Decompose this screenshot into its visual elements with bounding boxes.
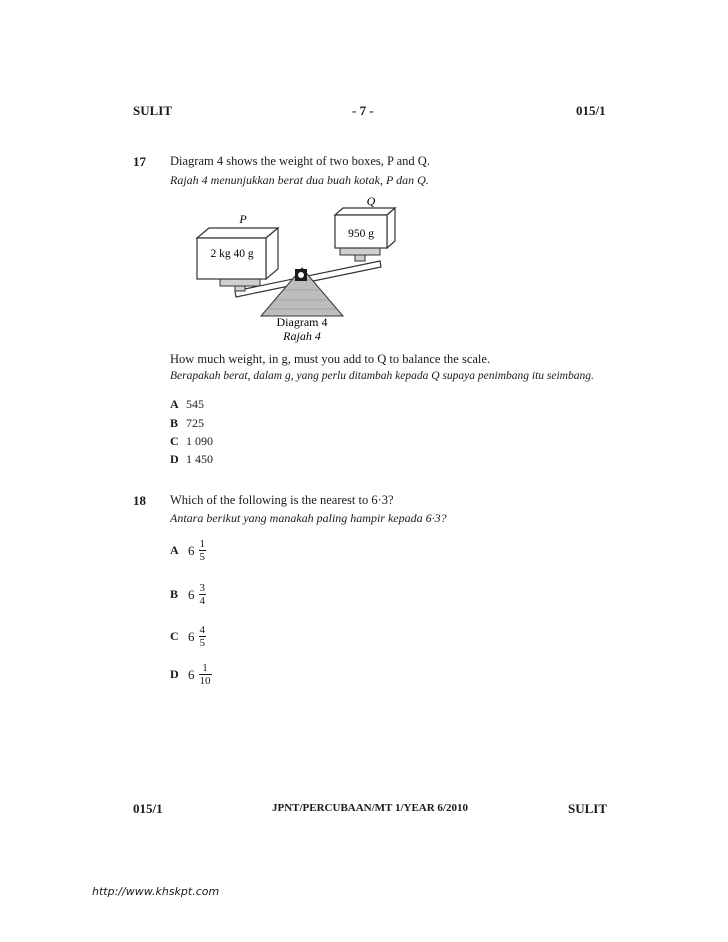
question-18-text-ms: Antara berikut yang manakah paling hampir kepada 6·3? [170,511,447,525]
source-url[interactable]: http://www.khskpt.com [92,885,220,898]
fraction [199,582,207,607]
question-18-text-en: Which of the following is the nearest to 6·3? [170,493,394,507]
question-17-number: 17 [133,154,146,169]
diagram-caption-en: Diagram 4 [276,315,328,329]
option-value: 545 [186,397,204,411]
header-left: SULIT [133,103,173,118]
option-value: 1 090 [186,434,213,448]
box-q-weight: 950 g [348,228,374,240]
option-letter: B [170,416,179,430]
fraction-numerator: 1 [199,538,205,550]
option-value: 1 450 [186,452,213,466]
fraction-numerator: 4 [199,624,205,636]
option-letter: C [170,629,179,643]
fraction-whole: 6 [188,666,195,682]
option-18-c[interactable] [170,624,206,649]
header-right: 015/1 [576,103,606,118]
balance-scale-diagram [185,195,415,345]
option-17-d[interactable] [170,452,213,467]
fraction [199,662,212,687]
fraction-numerator: 1 [202,662,208,674]
question-17-prompt-en: How much weight, in g, must you add to Q to balance the scale. [170,352,491,366]
option-letter: D [170,667,179,681]
question-17-text-ms: Rajah 4 menunjukkan berat dua buah kotak, P dan Q. [170,173,429,187]
fraction-denominator: 5 [199,637,205,649]
fraction [199,624,207,649]
footer-right: SULIT [568,801,608,816]
diagram-caption-ms: Rajah 4 [283,329,321,343]
right-pan [340,248,380,255]
option-18-b[interactable] [170,582,206,607]
fraction-whole: 6 [188,628,195,644]
option-17-c[interactable] [170,434,213,449]
box-p-label: P [239,212,247,226]
page-number: - 7 - [352,103,374,118]
fraction-denominator: 5 [199,551,205,563]
box-q-top [335,208,395,215]
left-pan [220,279,260,286]
fraction-denominator: 4 [199,595,205,607]
option-17-b[interactable] [170,416,204,431]
fraction-denominator: 10 [199,675,211,687]
fraction [199,538,207,563]
box-q-label: Q [366,195,376,208]
box-p-weight: 2 kg 40 g [210,248,254,260]
question-17-text-en: Diagram 4 shows the weight of two boxes, P and Q. [170,154,430,168]
fraction-whole: 6 [188,542,195,558]
option-letter: A [170,543,179,557]
fraction-numerator: 3 [199,582,205,594]
footer-left: 015/1 [133,801,163,816]
option-18-a[interactable] [170,538,206,563]
footer-center: JPNT/PERCUBAAN/MT 1/YEAR 6/2010 [272,802,468,814]
box-q-side [387,208,395,248]
option-18-d[interactable] [170,662,212,687]
option-letter: C [170,434,179,448]
box-p-top [197,228,278,238]
option-letter: B [170,587,179,601]
option-letter: A [170,397,179,411]
question-18-number: 18 [133,493,146,508]
option-17-a[interactable] [170,397,204,412]
fraction-whole: 6 [188,586,195,602]
option-value: 725 [186,416,204,430]
option-letter: D [170,452,179,466]
question-17-prompt-ms: Berapakah berat, dalam g, yang perlu ditambah kepada Q supaya penimbang itu seimbang. [170,370,594,382]
